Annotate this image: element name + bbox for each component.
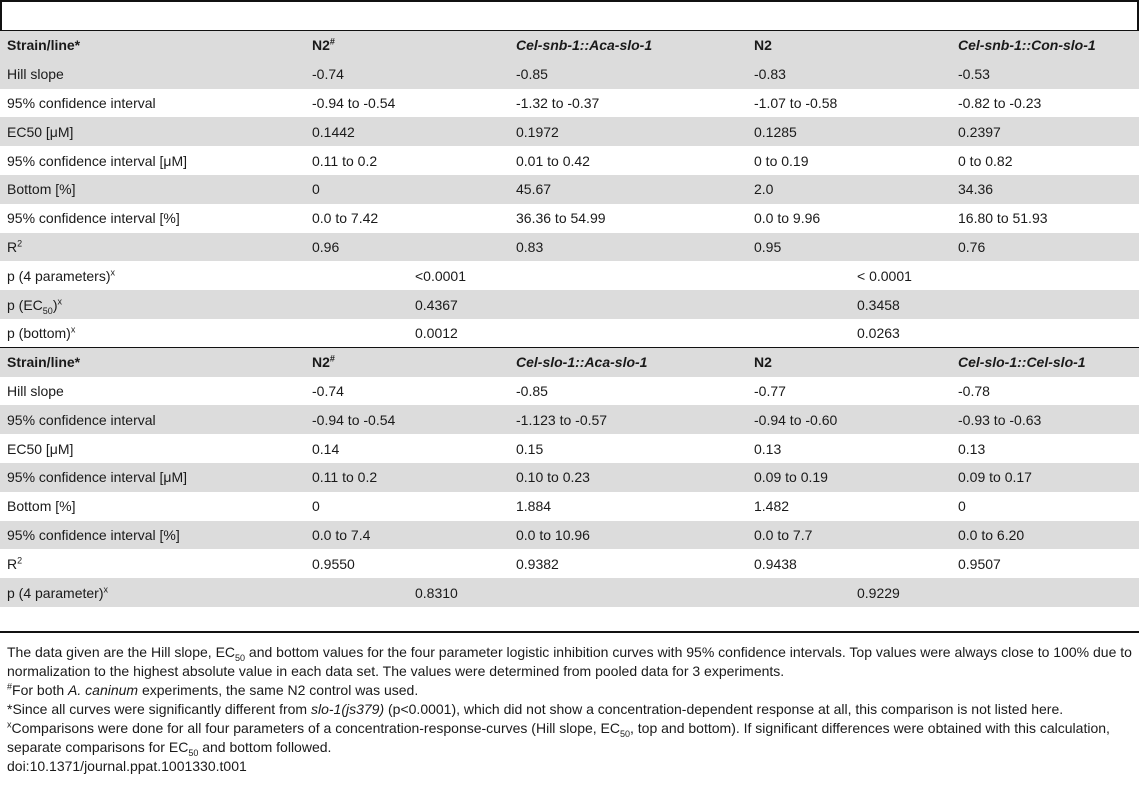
cell: 1.482 — [754, 498, 790, 515]
cell: 0.13 — [754, 440, 782, 457]
cell: 0.15 — [516, 440, 544, 457]
row-label: p (4 parameters)$^x$ — [7, 267, 115, 284]
doi-link[interactable]: doi:10.1371/journal.ppat.1001330.t001 — [7, 758, 247, 774]
results-table — [0, 31, 1139, 607]
cell: <0.0001 — [415, 267, 466, 284]
table-row — [0, 117, 1139, 146]
row-label: Bottom [%] — [7, 498, 76, 515]
row-label: $R^2$ — [7, 555, 23, 572]
cell: 0.0 to 9.96 — [754, 210, 821, 227]
table-bottom-rule — [0, 631, 1139, 633]
cell: -0.83 — [747, 60, 951, 89]
footnote-asterisk: *Since all curves were significantly different from slo-1(js379) (p<0.0001), which did not show a concentration-dependent response at all, this comparison is not listed here. — [7, 701, 1064, 717]
cell: -0.93 to -0.63 — [951, 405, 1139, 434]
cell: 0.01 to 0.42 — [516, 152, 590, 169]
cell: -0.74 — [312, 382, 344, 399]
cell: -0.78 — [958, 382, 990, 399]
table-row — [0, 204, 1139, 233]
cell: -1.32 to -0.37 — [516, 94, 600, 111]
cell: -0.77 — [754, 382, 786, 399]
cell: 0.0 to 6.20 — [951, 521, 1139, 550]
table1-header-row — [0, 31, 1139, 60]
table-top-frame — [0, 0, 1139, 31]
row-label: 95% confidence interval [%] — [7, 210, 180, 227]
cell: -0.94 to -0.54 — [312, 94, 396, 111]
table-row — [0, 261, 1139, 290]
row-label: EC50 [μM] — [7, 440, 74, 457]
cell: 36.36 to 54.99 — [516, 210, 606, 227]
cell: -0.53 — [951, 60, 1139, 89]
cell: 0.96 — [305, 233, 509, 262]
row-label: 95% confidence interval [μM] — [7, 152, 188, 169]
cell: 2.0 — [747, 175, 951, 204]
cell: 0 — [958, 498, 966, 515]
row-label: Hill slope — [0, 60, 305, 89]
cell: 16.80 to 51.93 — [958, 210, 1048, 227]
table1-header-n2-a: N2# — [305, 31, 509, 60]
cell: 0.9438 — [754, 555, 797, 572]
table-row — [0, 405, 1139, 434]
cell: 0.0 to 7.7 — [747, 521, 951, 550]
cell: 0.0 to 7.42 — [312, 210, 379, 227]
cell: 0.8310 — [305, 578, 747, 607]
cell: 0.3458 — [747, 290, 1139, 319]
table-row — [0, 377, 1139, 406]
cell: < 0.0001 — [857, 267, 912, 284]
table-row — [0, 578, 1139, 607]
cell: 0.09 to 0.17 — [951, 463, 1139, 492]
cell: 0.0 to 10.96 — [509, 521, 747, 550]
row-label: 95% confidence interval [μM] — [0, 463, 305, 492]
cell: 0 to 0.19 — [754, 152, 809, 169]
cell: -0.82 to -0.23 — [958, 94, 1042, 111]
table-row — [0, 146, 1139, 175]
table-row — [0, 549, 1139, 578]
cell: 0.9382 — [516, 555, 559, 572]
row-label: p (4 parameter)$^x$ — [0, 578, 305, 607]
table2-header-n2-a: N2# — [305, 348, 509, 377]
cell: 0.95 — [747, 233, 951, 262]
table-row — [0, 319, 1139, 348]
table-row — [0, 463, 1139, 492]
cell: 0.09 to 0.19 — [747, 463, 951, 492]
cell: -0.94 to -0.54 — [305, 405, 509, 434]
cell: 0.83 — [509, 233, 747, 262]
cell: -0.85 — [509, 60, 747, 89]
cell: 0 to 0.82 — [958, 152, 1013, 169]
footnote-description: The data given are the Hill slope, $EC_{50}$ and bottom values for the four parameter logistic inhibition curves with 95% confidence intervals. Top values were always close to 100% due to normalization to the highest absolute value in each data set. The values were determined from pooled data for 3 experiments. — [7, 644, 1132, 679]
cell: 0.9229 — [747, 578, 1139, 607]
table2-header-aca: Cel-slo-1::Aca-slo-1 — [509, 348, 747, 377]
cell: 0.2397 — [951, 117, 1139, 146]
table-row — [0, 434, 1139, 463]
cell: 0.9550 — [312, 555, 355, 572]
cell: 34.36 — [951, 175, 1139, 204]
row-label: 95% confidence interval — [7, 94, 156, 111]
footnote-x: $^x$Comparisons were done for all four parameters of a concentration-response-curves (Hill slope, $EC_{50}$, top and bottom). If significant differences were obtained with this calculation, separate comparisons for $EC_{50}$ and bottom followed. — [7, 719, 1110, 758]
table-row — [0, 521, 1139, 550]
row-label: Bottom [%] — [0, 175, 305, 204]
table1-header-strain: Strain/line* — [0, 31, 305, 60]
cell: 0.9507 — [958, 555, 1001, 572]
table2-header-cel: Cel-slo-1::Cel-slo-1 — [951, 348, 1139, 377]
cell: -1.123 to -0.57 — [509, 405, 747, 434]
cell: 0.11 to 0.2 — [312, 152, 378, 169]
row-label: p $(EC_{50})^x$ — [0, 290, 305, 319]
row-label: p (bottom)$^x$ — [7, 324, 76, 342]
row-label: Hill slope — [7, 382, 64, 399]
cell: -1.07 to -0.58 — [754, 94, 838, 111]
table-row — [0, 492, 1139, 521]
table1-header-con: Cel-snb-1::Con-slo-1 — [951, 31, 1139, 60]
table-row — [0, 60, 1139, 89]
table1-header-aca: Cel-snb-1::Aca-slo-1 — [509, 31, 747, 60]
footnote-hash: #For both A. caninum experiments, the same N2 control was used. — [7, 681, 419, 698]
cell: -0.85 — [516, 382, 548, 399]
cell: 0.14 — [312, 440, 340, 457]
cell: 0.10 to 0.23 — [509, 463, 747, 492]
table-row — [0, 290, 1139, 319]
cell: 0.0263 — [857, 325, 900, 342]
table-footnotes — [7, 643, 1137, 776]
row-label: EC50 [μM] — [0, 117, 305, 146]
cell: 0.11 to 0.2 — [305, 463, 509, 492]
table2-header-row — [0, 348, 1139, 377]
cell: 0.1972 — [509, 117, 747, 146]
cell: 1.884 — [516, 498, 552, 515]
cell: -0.74 — [305, 60, 509, 89]
table2-header-strain: Strain/line* — [0, 348, 305, 377]
table-row — [0, 175, 1139, 204]
row-label: 95% confidence interval [%] — [0, 521, 305, 550]
cell: 0.4367 — [305, 290, 747, 319]
cell: 0.13 — [958, 440, 986, 457]
table1-header-n2-b: N2 — [747, 31, 951, 60]
row-label: $R^2$ — [0, 233, 305, 262]
cell: 0.1442 — [305, 117, 509, 146]
cell: 0.0012 — [415, 325, 458, 342]
cell: 0.1285 — [747, 117, 951, 146]
cell: 0.0 to 7.4 — [305, 521, 509, 550]
table2-header-n2-b: N2 — [747, 348, 951, 377]
table-row — [0, 233, 1139, 262]
cell: 0.76 — [951, 233, 1139, 262]
cell: 0 — [305, 175, 509, 204]
cell: 0 — [312, 498, 320, 515]
table-row — [0, 89, 1139, 118]
cell: 45.67 — [509, 175, 747, 204]
row-label: 95% confidence interval — [0, 405, 305, 434]
cell: -0.94 to -0.60 — [747, 405, 951, 434]
